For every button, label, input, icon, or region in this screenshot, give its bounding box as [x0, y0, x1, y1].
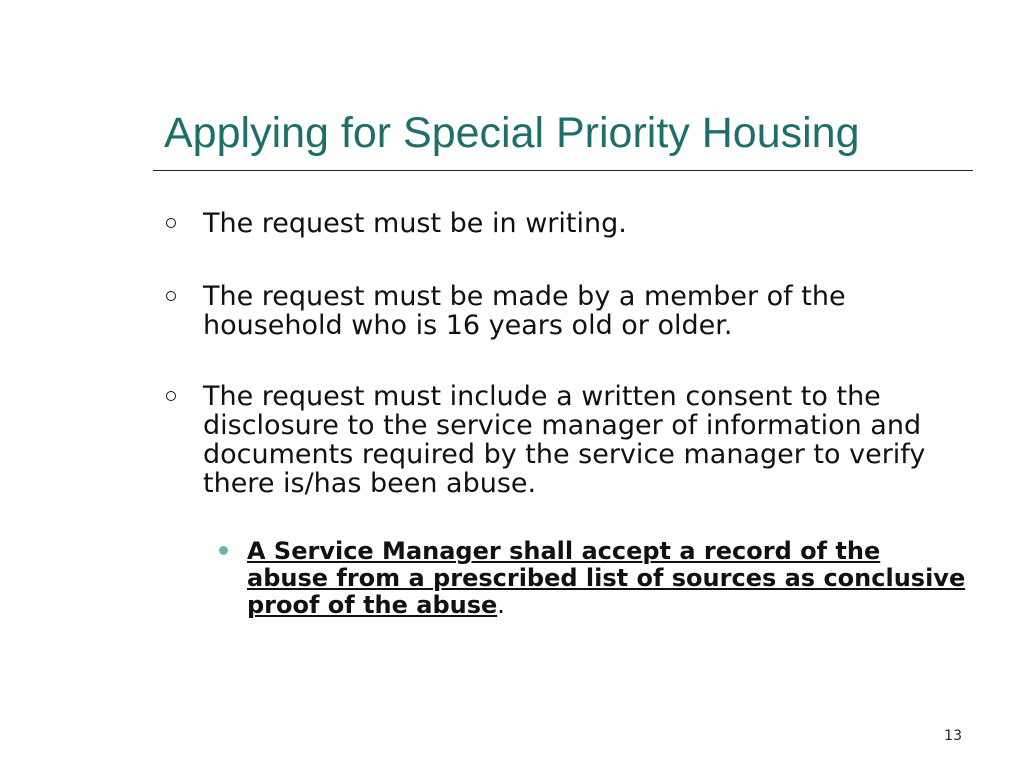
- hollow-circle-bullet-icon: [166, 391, 176, 401]
- hollow-circle-bullet-icon: [166, 218, 176, 228]
- slide-title: Applying for Special Priority Housing: [164, 109, 860, 157]
- hollow-circle-bullet-icon: [166, 291, 176, 301]
- bullet-text: The request must be made by a member of the household who is 16 years old or older.: [203, 281, 846, 341]
- bullet-text: The request must include a written consent to the disclosure to the service manager of information and documents required by the service manager to verify there is/has been abuse.: [203, 381, 926, 499]
- bullet-text: The request must be in writing.: [203, 208, 627, 239]
- page-number: 13: [944, 728, 962, 744]
- sub-bullet-emphasized-text: A Service Manager shall accept a record of the abuse from a prescribed list of sources as conclusive proof of the abuse: [247, 537, 966, 619]
- filled-dot-bullet-icon: [219, 546, 228, 555]
- sub-bullet-trailing-text: .: [497, 591, 505, 619]
- sub-bullet-text: [247, 538, 967, 619]
